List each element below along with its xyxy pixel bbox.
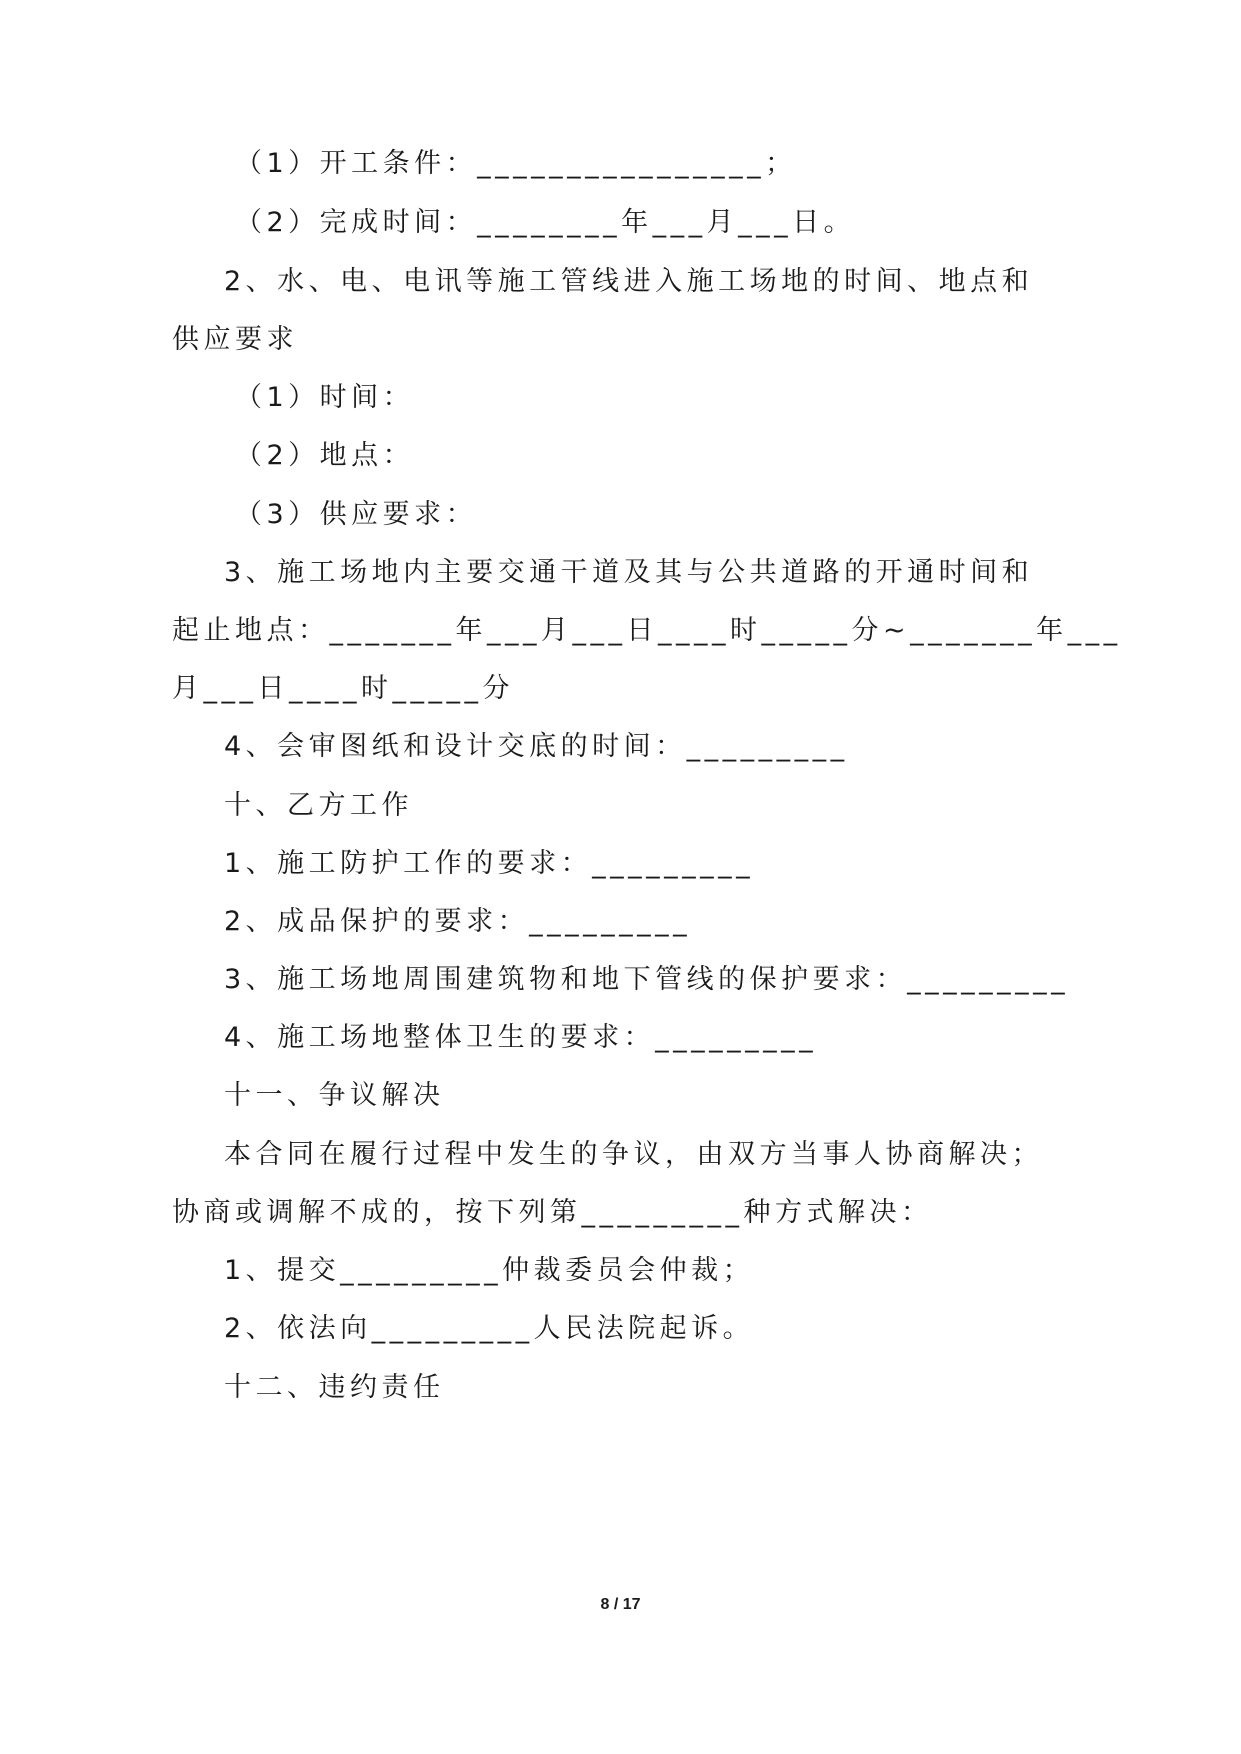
clause-roads-period-end: 月___日____时_____分 (172, 673, 514, 704)
section-party-b-work: 十、乙方工作 (224, 790, 413, 821)
dispute-option-arbitration: 1、提交_________仲裁委员会仲裁； (224, 1255, 755, 1286)
dispute-paragraph-continued: 协商或调解不成的，按下列第_________种方式解决： (172, 1197, 933, 1228)
clause-start-condition: （1）开工条件：________________； (235, 148, 797, 179)
section-dispute-resolution: 十一、争议解决 (224, 1080, 445, 1111)
clause-utilities-supply: （3）供应要求： (235, 499, 478, 530)
dispute-paragraph: 本合同在履行过程中发生的争议，由双方当事人协商解决； (224, 1139, 1043, 1170)
clause-surroundings-protection: 3、施工场地周围建筑物和地下管线的保护要求：_________ (224, 964, 1070, 995)
clause-roads-period: 起止地点：_______年___月___日____时_____分~_______年___ (172, 615, 1122, 646)
clause-protection: 1、施工防护工作的要求：_________ (224, 848, 755, 879)
clause-utilities-continued: 供应要求 (172, 324, 298, 355)
clause-site-hygiene: 4、施工场地整体卫生的要求：_________ (224, 1022, 818, 1053)
clause-utilities-heading: 2、水、电、电讯等施工管线进入施工场地的时间、地点和 (224, 266, 1034, 297)
clause-completion-time: （2）完成时间：________年___月___日。 (235, 207, 856, 238)
section-breach-liability: 十二、违约责任 (224, 1372, 445, 1403)
clause-roads-heading: 3、施工场地内主要交通干道及其与公共道路的开通时间和 (224, 557, 1034, 588)
dispute-option-court: 2、依法向_________人民法院起诉。 (224, 1313, 755, 1344)
clause-utilities-location: （2）地点： (235, 440, 415, 471)
page-number: 8 / 17 (600, 1596, 641, 1613)
clause-drawing-review: 4、会审图纸和设计交底的时间：_________ (224, 731, 849, 762)
clause-product-protection: 2、成品保护的要求：_________ (224, 906, 692, 937)
clause-utilities-time: （1）时间： (235, 382, 415, 413)
